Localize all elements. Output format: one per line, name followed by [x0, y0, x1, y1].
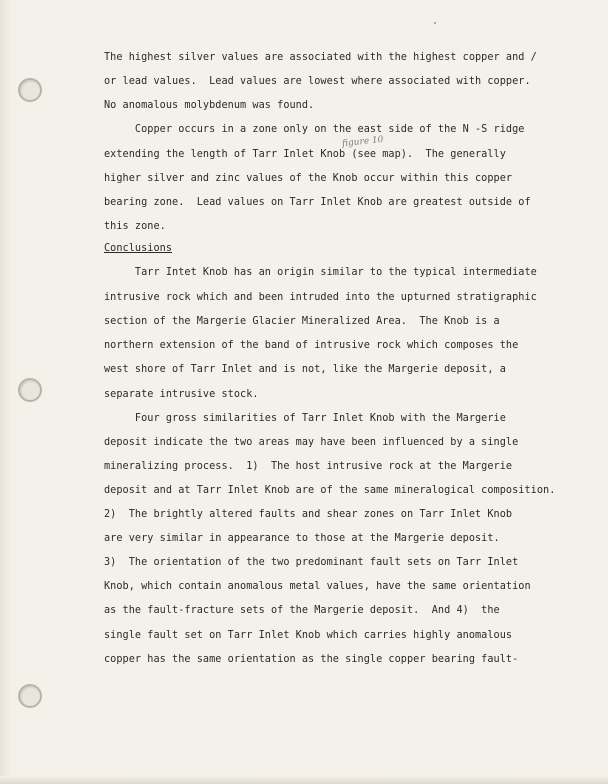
text-line: this zone.	[104, 221, 166, 232]
text-line: Four gross similarities of Tarr Inlet Knob with the Margerie	[104, 413, 506, 424]
handwritten-annotation: figure 10	[341, 134, 384, 150]
text-line: as the fault-fracture sets of the Margerie deposit. And 4) the	[104, 605, 500, 616]
text-line: Copper occurs in a zone only on the east side of the N -S ridge	[104, 124, 525, 135]
punch-hole-bottom	[18, 684, 42, 708]
text-line: single fault set on Tarr Inlet Knob which carries highly anomalous	[104, 630, 513, 641]
text-line: 2) The brightly altered faults and shear zones on Tarr Inlet Knob	[104, 509, 513, 520]
text-line: deposit indicate the two areas may have been influenced by a single	[104, 437, 519, 448]
page-bottom-edge	[0, 776, 608, 784]
text-line: copper has the same orientation as the single copper bearing fault-	[104, 654, 519, 665]
text-line: northern extension of the band of intrusive rock which composes the	[104, 340, 519, 351]
text-line: No anomalous molybdenum was found.	[104, 100, 315, 111]
text-line: deposit and at Tarr Inlet Knob are of the same mineralogical composition.	[104, 485, 556, 496]
paper-speck	[434, 22, 436, 24]
text-line: higher silver and zinc values of the Knob occur within this copper	[104, 173, 513, 184]
punch-hole-middle	[18, 378, 42, 402]
text-line: separate intrusive stock.	[104, 389, 259, 400]
page-left-edge	[0, 0, 12, 784]
text-line: The highest silver values are associated with the highest copper and /	[104, 52, 537, 63]
text-line: bearing zone. Lead values on Tarr Inlet Knob are greatest outside of	[104, 197, 531, 208]
text-line: 3) The orientation of the two predominant fault sets on Tarr Inlet	[104, 557, 519, 568]
text-line: Tarr Intet Knob has an origin similar to the typical intermediate	[104, 267, 537, 278]
text-line: Knob, which contain anomalous metal values, have the same orientation	[104, 581, 531, 592]
text-line: or lead values. Lead values are lowest where associated with copper.	[104, 76, 531, 87]
text-line: extending the length of Tarr Inlet Knob (see map). The generally	[104, 149, 506, 160]
punch-hole-top	[18, 78, 42, 102]
text-line: west shore of Tarr Inlet and is not, like the Margerie deposit, a	[104, 364, 506, 375]
text-line: mineralizing process. 1) The host intrusive rock at the Margerie	[104, 461, 513, 472]
section-heading-conclusions: Conclusions	[104, 243, 173, 254]
text-line: are very similar in appearance to those at the Margerie deposit.	[104, 533, 500, 544]
text-line: intrusive rock which and been intruded into the upturned stratigraphic	[104, 292, 537, 303]
text-line: section of the Margerie Glacier Mineralized Area. The Knob is a	[104, 316, 500, 327]
